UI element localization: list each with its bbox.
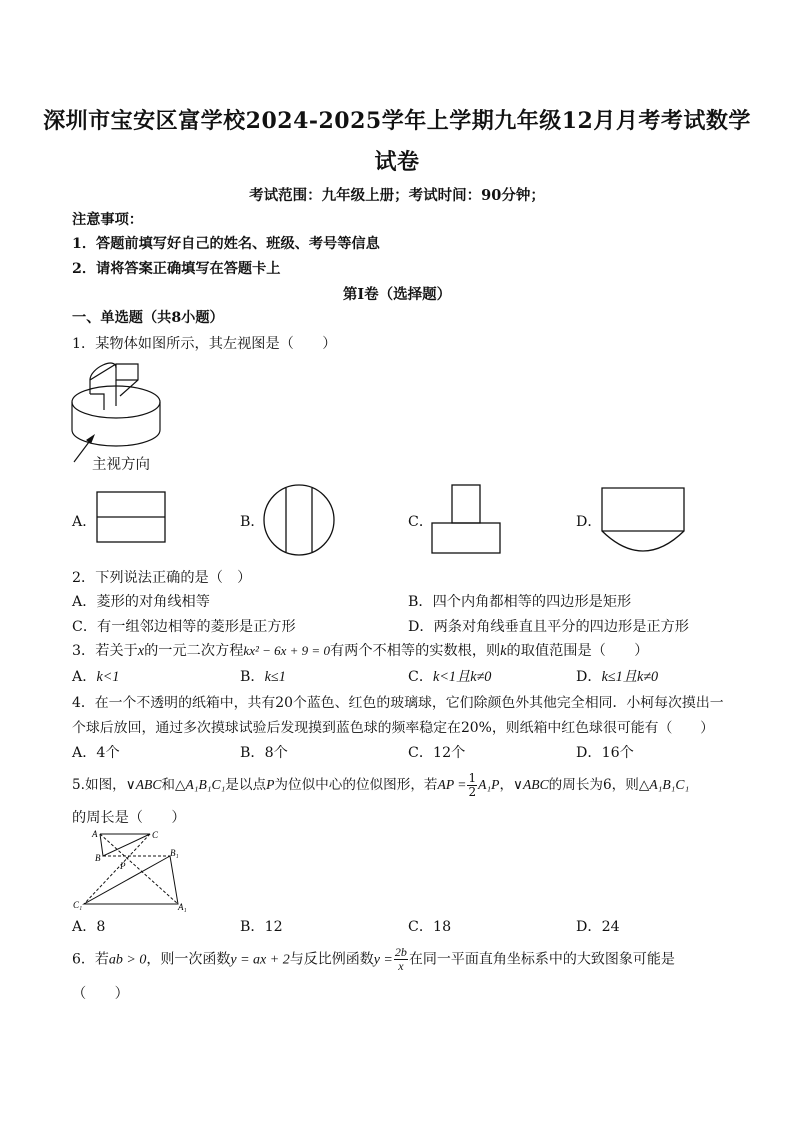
q6-text-1: 6．若	[72, 951, 109, 968]
q5-text-5: ，	[499, 777, 514, 793]
q5-frac-den: 2	[468, 785, 477, 799]
volume-title: 第I卷（选择题）	[342, 286, 452, 303]
q4-option-b[interactable]: B．8个	[240, 745, 288, 761]
question-4-line-2: 个球后放回，通过多次摸球试验后发现摸到蓝色球的频率稳定在20%，则纸箱中红色球很可能有（ ）	[72, 720, 715, 736]
q1-option-b-figure[interactable]	[262, 483, 336, 557]
q5-homothety-figure	[70, 828, 190, 914]
q1-option-c-label[interactable]: C．	[408, 514, 434, 530]
question-6-line-2: （ ）	[72, 986, 129, 1002]
q3-option-c[interactable]	[408, 666, 491, 686]
q5-option-a[interactable]: A．8	[72, 919, 106, 935]
q6-text-4: 在同一平面直角坐标系中的大致图象可能是	[408, 951, 675, 968]
q2-option-a[interactable]: A．菱形的对角线相等	[72, 594, 210, 610]
question-3-stem	[72, 640, 648, 660]
q3-option-d[interactable]	[576, 666, 658, 686]
question-5-line-2: 的周长是（ ）	[72, 810, 186, 826]
q6-text-2: ，则一次函数	[146, 951, 231, 968]
q3-option-c-expr: k<1且k≠0	[433, 669, 492, 685]
q3-option-a-letter: A．	[72, 669, 97, 685]
q3-option-a-expr: k<1	[96, 669, 120, 685]
q6-fraction	[394, 946, 408, 973]
q5-text-6: 的周长为6，则	[548, 777, 639, 793]
note-item-2: 2．请将答案正确填写在答题卡上	[72, 261, 281, 277]
note-item-1: 1．答题前填写好自己的姓名、班级、考号等信息	[72, 236, 380, 252]
q5-label-a: A	[92, 829, 98, 839]
q5-text-1: 5.如图，	[72, 777, 126, 793]
q5-option-b[interactable]: B．12	[240, 919, 283, 935]
q6-frac-den: x	[398, 959, 404, 973]
q5-label-b1: B₁	[170, 848, 179, 858]
q1-option-d-label[interactable]: D．	[576, 514, 602, 530]
q5-triangle-a1b1c1-2: △A₁B₁C₁	[638, 777, 690, 792]
question-6-line-1	[72, 946, 675, 973]
q5-label-c: C	[152, 830, 159, 840]
question-1-stem: 1．某物体如图所示，其左视图是（ ）	[72, 336, 337, 352]
q5-point-p: P	[266, 777, 275, 792]
q3-option-d-expr: k≤1且k≠0	[601, 669, 659, 685]
q5-text-2: 和	[161, 777, 175, 793]
question-4-line-1: 4．在一个不透明的纸箱中，共有20个蓝色、红色的玻璃球，它们除颜色外其他完全相同．小柯每次摸出一	[72, 695, 724, 711]
q5-label-a1: A₁	[178, 902, 187, 912]
question-2-stem: 2．下列说法正确的是（ ）	[72, 570, 252, 586]
q1-option-d-figure[interactable]	[600, 485, 688, 557]
q5-eq-right: A₁P	[478, 777, 500, 792]
page-title: 深圳市宝安区富学校2024-2025学年上学期九年级12月月考考试数学	[43, 108, 751, 134]
q4-option-d[interactable]: D．16个	[576, 745, 634, 761]
q5-triangle-abc: ∨ABC	[125, 777, 162, 792]
question-5-line-1	[72, 772, 689, 799]
q2-option-b[interactable]: B．四个内角都相等的四边形是矩形	[408, 594, 632, 610]
q6-linear-function: y = ax + 2	[230, 952, 290, 968]
q5-text-3: 是以点	[225, 777, 267, 793]
q1-option-a-figure[interactable]	[96, 491, 168, 547]
q6-frac-num: 2b	[394, 945, 407, 959]
q1-view-direction-label: 主视方向	[92, 457, 150, 473]
q5-text-4: 为位似中心的位似图形，若	[274, 777, 438, 793]
q6-text-3: 与反比例函数	[289, 951, 374, 968]
q5-triangle-a1b1c1: △A₁B₁C₁	[174, 777, 226, 792]
q5-triangle-abc-2: ∨ABC	[513, 777, 549, 792]
q3-text-d: 的取值范围是（ ）	[506, 643, 649, 659]
q5-label-c1: C₁	[73, 900, 83, 910]
q3-option-b-letter: B．	[240, 669, 265, 685]
q6-inverse-left: y =	[373, 952, 393, 968]
q6-condition: ab > 0	[108, 952, 147, 968]
part-title: 一、单选题（共8小题）	[72, 310, 224, 326]
q3-option-b[interactable]	[240, 666, 286, 686]
q1-option-c-figure[interactable]	[430, 483, 504, 557]
q3-text-c: 有两个不相等的实数根，则	[329, 643, 501, 659]
q3-text-b: 的一元二次方程	[144, 643, 244, 659]
notes-heading: 注意事项：	[72, 212, 143, 228]
q3-text-a: 3．若关于	[72, 643, 138, 659]
q3-option-c-letter: C．	[408, 669, 434, 685]
q5-frac-num: 1	[468, 771, 477, 785]
q5-fraction	[467, 772, 477, 799]
q2-option-c[interactable]: C．有一组邻边相等的菱形是正方形	[72, 619, 296, 635]
q3-var-k: k	[500, 643, 507, 659]
q1-option-a-label[interactable]: A．	[72, 514, 97, 530]
q5-eq-left: AP =	[437, 777, 467, 792]
q5-option-c[interactable]: C．18	[408, 919, 452, 935]
q3-equation: kx² − 6x + 9 = 0	[243, 643, 330, 658]
exam-info: 考试范围：九年级上册；考试时间：90分钟；	[249, 187, 545, 204]
q5-option-d[interactable]: D．24	[576, 919, 620, 935]
q2-option-d[interactable]: D．两条对角线垂直且平分的四边形是正方形	[408, 619, 689, 635]
q1-option-b-label[interactable]: B．	[240, 514, 265, 530]
q5-label-b: B	[95, 853, 101, 863]
q3-option-d-letter: D．	[576, 669, 602, 685]
q4-option-c[interactable]: C．12个	[408, 745, 466, 761]
q4-option-a[interactable]: A．4个	[72, 745, 120, 761]
q3-var-x: x	[137, 643, 145, 659]
page-title-continued: 试卷	[374, 149, 420, 175]
q3-option-a[interactable]	[72, 666, 119, 686]
q5-label-p: P	[120, 861, 126, 871]
q3-option-b-expr: k≤1	[264, 669, 286, 685]
